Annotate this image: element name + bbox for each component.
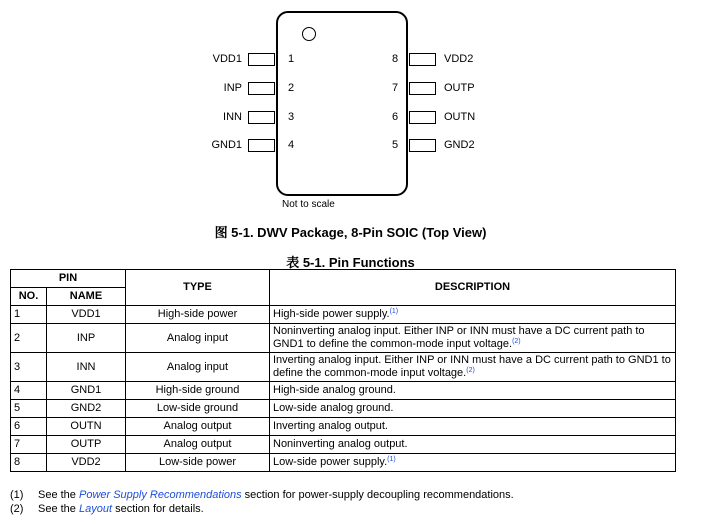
pin-number-cell: 4 <box>11 382 47 400</box>
pin-type-cell: Analog output <box>126 418 270 436</box>
table-row <box>11 353 676 382</box>
pin-name-cell: VDD2 <box>47 454 126 472</box>
pin-description-cell: Low-side analog ground. <box>270 400 676 418</box>
pin-name-3: INN <box>223 111 242 123</box>
power-supply-recommendations-link[interactable]: Power Supply Recommendations <box>78 489 242 501</box>
footnote-text: See the <box>38 503 79 515</box>
footnote-1 <box>10 489 514 501</box>
pin-lead-5 <box>409 139 436 152</box>
pin-lead-3 <box>248 111 275 124</box>
pin-number-8: 8 <box>392 53 399 65</box>
pin-number-cell: 5 <box>11 400 47 418</box>
pin-description-cell: High-side power supply.$^{(1)}$ <box>270 306 676 324</box>
pin-name-cell: OUTP <box>47 436 126 454</box>
header-type: TYPE <box>126 270 270 306</box>
pin-number-cell: 1 <box>11 306 47 324</box>
table-row <box>11 382 676 400</box>
table-row <box>11 454 676 472</box>
pin-lead-2 <box>248 82 275 95</box>
pin-type-cell: High-side power <box>126 306 270 324</box>
header-description: DESCRIPTION <box>270 270 676 306</box>
pin-name-7: OUTP <box>444 82 475 94</box>
figure-caption: 图 5-1. DWV Package, 8-Pin SOIC (Top View) <box>214 225 487 240</box>
scale-note: Not to scale <box>282 199 335 210</box>
pin-name-6: OUTN <box>444 111 476 123</box>
footnote-2 <box>10 503 204 515</box>
pin-number-4: 4 <box>288 139 295 151</box>
pin-name-8: VDD2 <box>444 53 474 65</box>
pin-lead-8 <box>409 53 436 66</box>
pin-name-cell: INN <box>47 353 126 382</box>
pin-lead-4 <box>248 139 275 152</box>
pin-description-cell: Inverting analog input. Either INP or INN must have a DC current path to GND1 to define the common-mode input voltage.$^{(2)}$ <box>270 353 676 382</box>
table-row <box>11 418 676 436</box>
pin-number-7: 7 <box>392 82 399 94</box>
pin-type-cell: Low-side ground <box>126 400 270 418</box>
pin-type-cell: Low-side power <box>126 454 270 472</box>
pin-lead-1 <box>248 53 275 66</box>
pin-functions-table <box>10 269 676 472</box>
pin-name-1: VDD1 <box>212 53 242 65</box>
pin-description-cell: Noninverting analog input. Either INP or INN must have a DC current path to GND1 to define the common-mode input voltage.$^{(2)}$ <box>270 324 676 353</box>
pin-lead-7 <box>409 82 436 95</box>
header-pin: PIN <box>11 270 126 288</box>
pin-lead-6 <box>409 111 436 124</box>
pin-type-cell: High-side ground <box>126 382 270 400</box>
footnote-text: See the <box>38 489 79 501</box>
table-row <box>11 436 676 454</box>
pin-name-cell: INP <box>47 324 126 353</box>
layout-link[interactable]: Layout <box>78 503 113 515</box>
pin-type-cell: Analog output <box>126 436 270 454</box>
footnote-number: (1) <box>10 489 24 501</box>
pin-type-cell: Analog input <box>126 353 270 382</box>
pin-number-1: 1 <box>288 53 295 65</box>
table-row <box>11 324 676 353</box>
pin-description-cell: Noninverting analog output. <box>270 436 676 454</box>
pin-number-cell: 6 <box>11 418 47 436</box>
pin-number-2: 2 <box>288 82 295 94</box>
pin-number-cell: 3 <box>11 353 47 382</box>
pin-type-cell: Analog input <box>126 324 270 353</box>
pin-name-2: INP <box>223 82 242 94</box>
pin-number-3: 3 <box>288 111 295 123</box>
footnote-ref-link[interactable]: (1) <box>387 456 396 463</box>
pin-number-cell: 8 <box>11 454 47 472</box>
pin-name-cell: VDD1 <box>47 306 126 324</box>
pin-description-cell: High-side analog ground. <box>270 382 676 400</box>
footnote-text: section for details. <box>112 503 204 515</box>
table-row <box>11 400 676 418</box>
footnote-ref-link[interactable]: (1) <box>389 308 399 315</box>
pin-name-5: GND2 <box>444 139 475 151</box>
header-name: NAME <box>47 288 126 306</box>
pin-number-5: 5 <box>392 139 399 151</box>
table-caption: 表 5-1. Pin Functions <box>286 255 415 270</box>
pin-number-cell: 7 <box>11 436 47 454</box>
pin-description-cell: Low-side power supply.$^{(1)}$ <box>270 454 676 472</box>
table-row <box>11 306 676 324</box>
pin-number-cell: 2 <box>11 324 47 353</box>
footnote-number: (2) <box>10 503 24 515</box>
pin-name-cell: OUTN <box>47 418 126 436</box>
pin-name-4: GND1 <box>211 139 242 151</box>
header-no: NO. <box>11 288 47 306</box>
pin-number-6: 6 <box>392 111 399 123</box>
pin-name-cell: GND2 <box>47 400 126 418</box>
footnote-ref-link[interactable]: (2) <box>512 338 521 345</box>
pin-name-cell: GND1 <box>47 382 126 400</box>
pin1-indicator-dot <box>302 27 316 41</box>
footnote-text: section for power-supply decoupling recommendations. <box>241 489 514 501</box>
package-outline <box>276 11 408 196</box>
footnote-ref-link[interactable]: (2) <box>466 367 475 374</box>
pin-description-cell: Inverting analog output. <box>270 418 676 436</box>
